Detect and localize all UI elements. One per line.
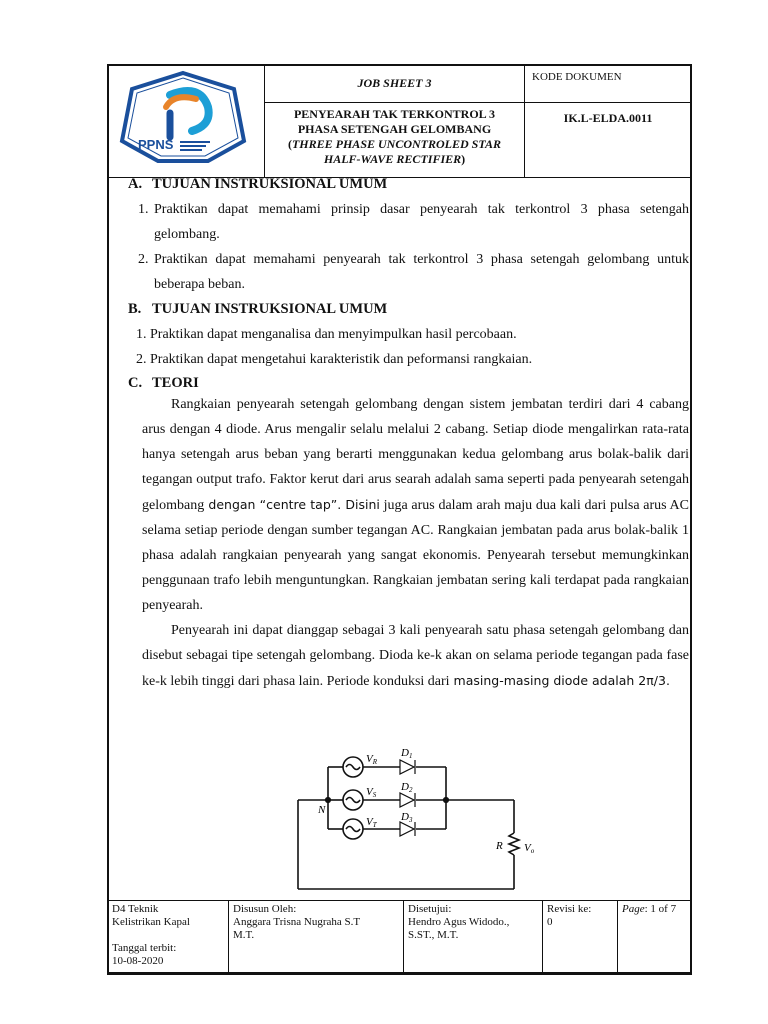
page-number: : 1 of 7 — [644, 903, 677, 915]
kode-dokumen-label: KODE DOKUMEN — [532, 71, 622, 83]
revision-value: 0 — [547, 916, 553, 928]
title-line-2: PHASA SETENGAH GELOMBANG — [297, 122, 492, 136]
label-n: N — [318, 804, 326, 816]
footer-approval-cell — [404, 901, 543, 975]
revision-label: Revisi ke: — [547, 903, 592, 915]
main-content — [114, 172, 689, 694]
label-r: R — [496, 840, 503, 852]
label-vo: Vo — [524, 842, 535, 855]
theory-paragraph-2 — [114, 618, 689, 694]
approver-name: Hendro Agus Widodo., — [408, 916, 510, 928]
label-d1: D1 — [401, 747, 413, 760]
author-name: Anggara Trisna Nugraha S.T — [233, 916, 361, 928]
list-text: Praktikan dapat memahami prinsip dasar penyearah tak terkontrol 3 phasa setengah gelombang. — [154, 202, 689, 242]
author-label: Disusun Oleh: — [233, 903, 297, 915]
kode-label-cell — [525, 65, 692, 103]
section-c-heading — [114, 372, 689, 392]
footer-author-cell — [229, 901, 404, 975]
list-item — [114, 347, 689, 372]
title-line-4-italic: HALF-WAVE RECTIFIER — [323, 152, 462, 166]
section-a-letter: A. — [128, 176, 143, 192]
logo-cell — [108, 65, 265, 178]
approver-name: S.ST., M.T. — [408, 929, 459, 941]
label-d3: D3 — [401, 811, 413, 824]
paren-close: ) — [461, 152, 466, 166]
label-vs: VS — [366, 786, 377, 799]
list-item — [114, 322, 689, 347]
author-name: M.T. — [233, 929, 255, 941]
program-name: Kelistrikan Kapal — [112, 916, 190, 928]
section-a-heading — [114, 172, 689, 197]
footer-program-cell — [108, 901, 229, 975]
paragraph-text: dengan “centre tap”. Disini — [204, 497, 380, 512]
section-c-title: TEORI — [152, 375, 199, 391]
list-number: 1. — [138, 202, 149, 217]
title-line-3 — [265, 137, 524, 152]
title-cell — [265, 103, 525, 178]
list-item — [114, 197, 689, 247]
page-label: Page — [622, 903, 645, 915]
list-number: 2. — [136, 352, 147, 367]
document-header — [107, 64, 692, 178]
job-sheet-title: JOB SHEET 3 — [357, 76, 432, 90]
list-text: Praktikan dapat memahami penyearah tak terkontrol 3 phasa setengah gelombang untuk beberapa beban. — [154, 252, 689, 292]
ppns-logo — [108, 65, 258, 167]
section-b-title: TUJUAN INSTRUKSIONAL UMUM — [152, 301, 388, 317]
title-line-4 — [265, 152, 524, 167]
job-sheet-cell — [265, 65, 525, 103]
section-b-heading — [114, 297, 689, 322]
paren-open: ( — [287, 137, 292, 151]
paragraph-text: masing-masing diode adalah 2π/3. — [449, 673, 670, 688]
label-vr: VR — [366, 753, 378, 766]
section-b-letter: B. — [128, 301, 142, 317]
label-vt: VT — [366, 816, 377, 829]
paragraph-text: Penyearah ini dapat dianggap sebagai 3 kali penyearah satu phasa setengah gelombang dan disebut sebagai tipe setengah gelombang. Dioda ke-k akan on selama periode tegangan pada fase ke-k lebih tinggi dari phasa lain. Periode konduksi dari — [142, 623, 689, 689]
footer-revision-cell — [543, 901, 618, 975]
title-line-1: PENYEARAH TAK TERKONTROL 3 — [293, 107, 496, 121]
list-item — [114, 247, 689, 297]
issued-date: 10-08-2020 — [112, 955, 164, 967]
list-text: Praktikan dapat mengetahui karakteristik dan peformansi rangkaian. — [150, 352, 533, 367]
kode-dokumen-value: IK.L-ELDA.0011 — [563, 111, 653, 125]
approved-label: Disetujui: — [408, 903, 452, 915]
issued-label: Tanggal terbit: — [112, 942, 177, 954]
paragraph-text: Rangkaian penyearah setengah gelombang dengan sistem jembatan terdiri dari 4 cabang arus dengan 4 diode. Arus mengalir selalu melalui 2 cabang. Setiap diode mengalirkan rata-rata hanya setengah arus beban yang berarti menggunakan kedua gelombang arus bolak-balik dari tegangan output trafo. Faktor kerut dari arus searah adalah sama seperti pada penyearah setengah gelombang — [142, 397, 689, 513]
kode-value-cell — [525, 103, 692, 178]
section-a-title: TUJUAN INSTRUKSIONAL UMUM — [152, 176, 388, 192]
label-d2: D2 — [401, 781, 413, 794]
theory-paragraph-1 — [114, 392, 689, 618]
section-c-letter: C. — [128, 375, 143, 391]
three-phase-rectifier-circuit — [290, 745, 535, 895]
document-footer — [107, 900, 692, 975]
paragraph-text: juga arus dalam arah maju dua kali dari pulsa arus AC selama setiap periode dengan sumber tegangan AC. Rangkaian jembatan pada arus bolak-balik 1 phasa adalah rangkaian penyearah yang sangat ekonomis. Penyearah tersebut memungkinkan penggunaan trafo lebih menguntungkan. Rangkaian jembatan sering kali terdapat pada rangkaian penyearah. — [142, 498, 689, 613]
title-line-3-italic: THREE PHASE UNCONTROLED STAR — [291, 137, 502, 151]
list-text: Praktikan dapat menganalisa dan menyimpulkan hasil percobaan. — [150, 327, 517, 342]
program-name: D4 Teknik — [112, 903, 159, 915]
logo-text: PPNS — [138, 137, 174, 152]
list-number: 2. — [138, 252, 149, 267]
footer-page-cell — [618, 901, 692, 975]
list-number: 1. — [136, 327, 147, 342]
